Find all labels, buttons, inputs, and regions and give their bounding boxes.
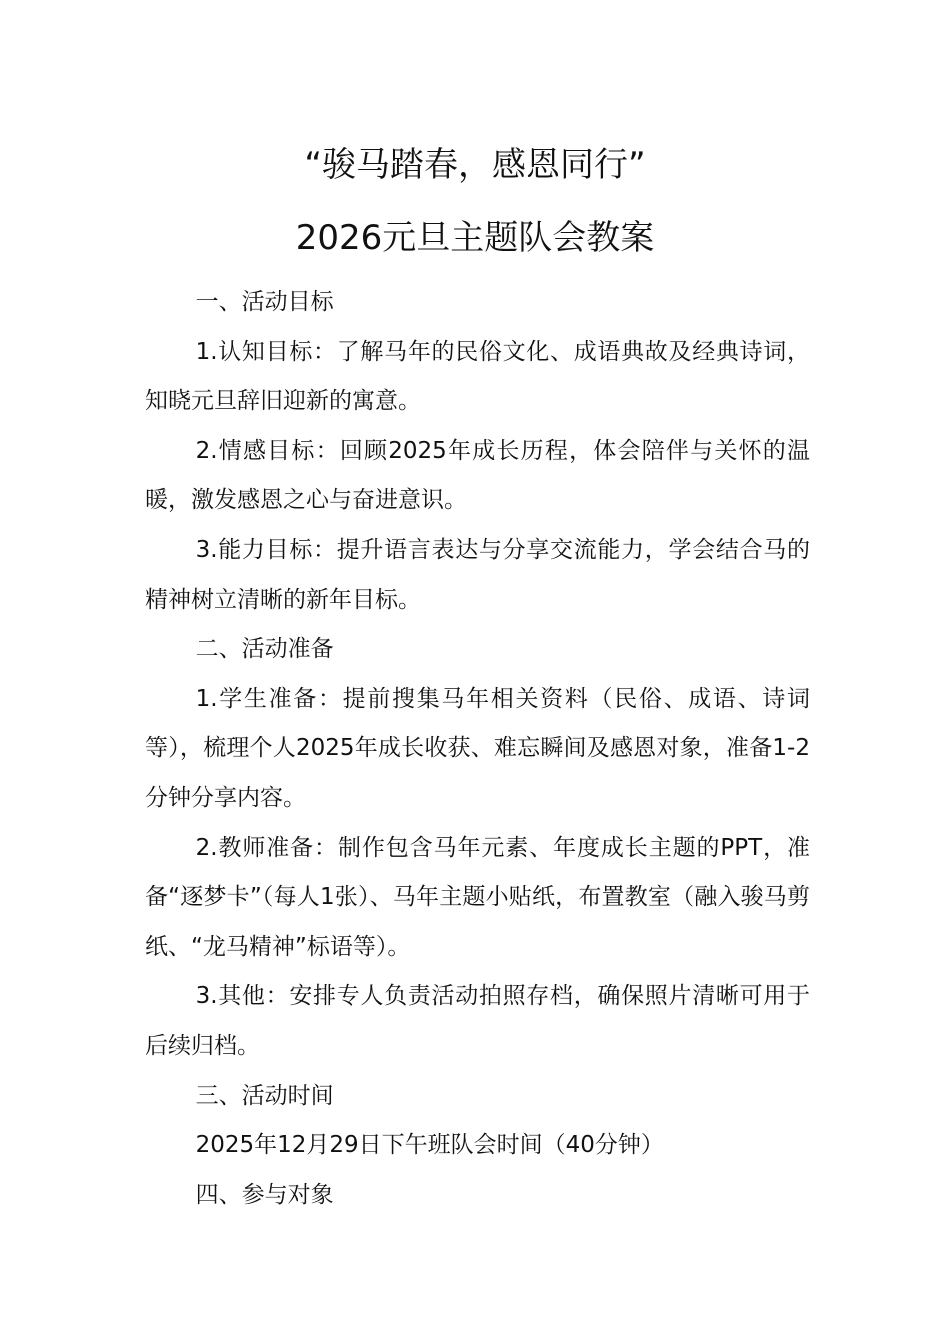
paragraph-student-preparation: 1.学生准备：提前搜集马年相关资料（民俗、成语、诗词等），梳理个人2025年成长收获、难忘瞬间及感恩对象，准备1-2分钟分享内容。 bbox=[145, 685, 810, 811]
section-heading-preparation: 二、活动准备 bbox=[195, 636, 334, 663]
document-title-line-2: 2026元旦主题队会教案 bbox=[295, 218, 655, 258]
paragraph-teacher-preparation: 2.教师准备：制作包含马年元素、年度成长主题的PPT，准备“逐梦卡”（每人1张）、马年主题小贴纸，布置教室（融入骏马剪纸、“龙马精神”标语等）。 bbox=[145, 834, 810, 960]
section-heading-goals: 一、活动目标 bbox=[195, 289, 334, 315]
section-heading-time: 三、活动时间 bbox=[195, 1082, 334, 1109]
paragraph-cognitive-goal: 1.认知目标：了解马年的民俗文化、成语典故及经典诗词，知晓元旦辞旧迎新的寓意。 bbox=[145, 338, 810, 415]
paragraph-ability-goal: 3.能力目标：提升语言表达与分享交流能力，学会结合马的精神树立清晰的新年目标。 bbox=[145, 536, 810, 613]
document-title-line-1: “骏马踏春，感恩同行” bbox=[304, 145, 646, 185]
section-heading-participants: 四、参与对象 bbox=[195, 1181, 334, 1208]
paragraph-other-preparation: 3.其他：安排专人负责活动拍照存档，确保照片清晰可用于后续归档。 bbox=[145, 983, 810, 1059]
paragraph-emotional-goal: 2.情感目标：回顾2025年成长历程，体会陪伴与关怀的温暖，激发感恩之心与奋进意识。 bbox=[145, 437, 810, 514]
paragraph-activity-time: 2025年12月29日下午班队会时间（40分钟） bbox=[195, 1132, 664, 1159]
document-body bbox=[145, 278, 810, 1220]
